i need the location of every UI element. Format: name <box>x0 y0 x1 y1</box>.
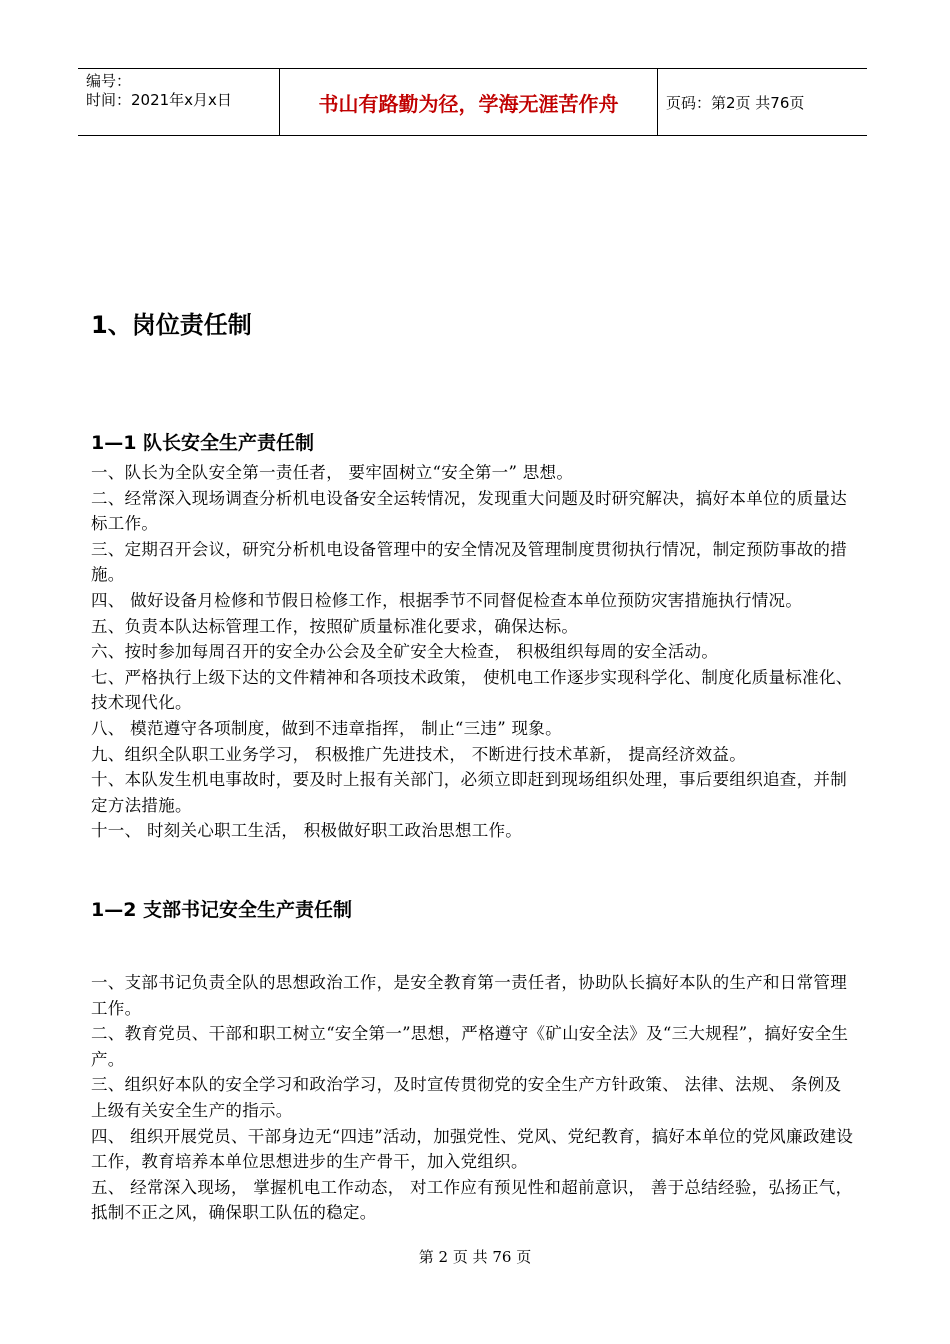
paragraph: 十一、 时刻关心职工生活， 积极做好职工政治思想工作。 <box>91 821 523 841</box>
paragraph: 六、按时参加每周召开的安全办公会及全矿安全大检查， 积极组织每周的安全活动。 <box>91 642 719 662</box>
paragraph: 五、 经常深入现场， 掌握机电工作动态， 对工作应有预见性和超前意识， 善于总结经验，弘扬正气，抵制不正之风，确保职工队伍的稳定。 <box>91 1177 853 1223</box>
header-meta <box>78 69 280 135</box>
paragraph: 三、定期召开会议，研究分析机电设备管理中的安全情况及管理制度贯彻执行情况，制定预防事故的措施。 <box>91 539 847 585</box>
paragraph: 九、组织全队职工业务学习， 积极推广先进技术， 不断进行技术革新， 提高经济效益。 <box>91 744 747 764</box>
paragraph: 一、支部书记负责全队的思想政治工作，是安全教育第一责任者，协助队长搞好本队的生产和日常管理工作。 <box>91 973 847 1018</box>
paragraph: 四、 做好设备月检修和节假日检修工作，根据季节不同督促检查本单位预防灾害措施执行情况。 <box>91 590 803 610</box>
paragraph: 十、本队发生机电事故时，要及时上报有关部门，必须立即赶到现场组织处理，事后要组织追查，并制定方法措施。 <box>91 770 847 815</box>
header-page-code: 页码：第2页 共76页 <box>666 93 805 112</box>
document-title: 1、岗位责任制 <box>91 311 252 339</box>
section-body-secretary <box>91 970 857 1226</box>
paragraph: 五、负责本队达标管理工作，按照矿质量标准化要求，确保达标。 <box>91 616 579 636</box>
page-footer: 第 2 页 共 76 页 <box>418 1248 532 1266</box>
paragraph: 八、 模范遵守各项制度，做到不违章指挥， 制止“三违” 现象。 <box>91 718 562 738</box>
section-body-captain <box>91 460 857 844</box>
paragraph: 四、 组织开展党员、干部身边无“四违”活动，加强党性、党风、党纪教育，搞好本单位的党风廉政建设工作，教育培养本单位思想进步的生产骨干，加入党组织。 <box>91 1126 854 1172</box>
paragraph: 二、教育党员、干部和职工树立“安全第一”思想，严格遵守《矿山安全法》及“三大规程”，搞好安全生产。 <box>91 1024 849 1069</box>
document-number-label: 编号： <box>86 72 132 90</box>
section-heading-secretary: 1—2 支部书记安全生产责任制 <box>91 899 353 921</box>
paragraph: 七、严格执行上级下达的文件精神和各项技术政策， 使机电工作逐步实现科学化、制度化质量标准化、技术现代化。 <box>91 667 853 713</box>
section-heading-captain: 1—1 队长安全生产责任制 <box>91 432 315 454</box>
paragraph: 二、经常深入现场调查分析机电设备安全运转情况，发现重大问题及时研究解决，搞好本单位的质量达标工作。 <box>91 488 847 534</box>
paragraph: 一、队长为全队安全第一责任者， 要牢固树立“安全第一” 思想。 <box>91 463 574 482</box>
paragraph: 三、组织好本队的安全学习和政治学习，及时宣传贯彻党的安全生产方针政策、 法律、法规、 条例及上级有关安全生产的指示。 <box>91 1075 842 1120</box>
document-date-label: 时间：2021年x月x日 <box>86 91 232 109</box>
page-header <box>78 68 867 136</box>
header-motto: 书山有路勤为径，学海无涯苦作舟 <box>280 69 658 135</box>
